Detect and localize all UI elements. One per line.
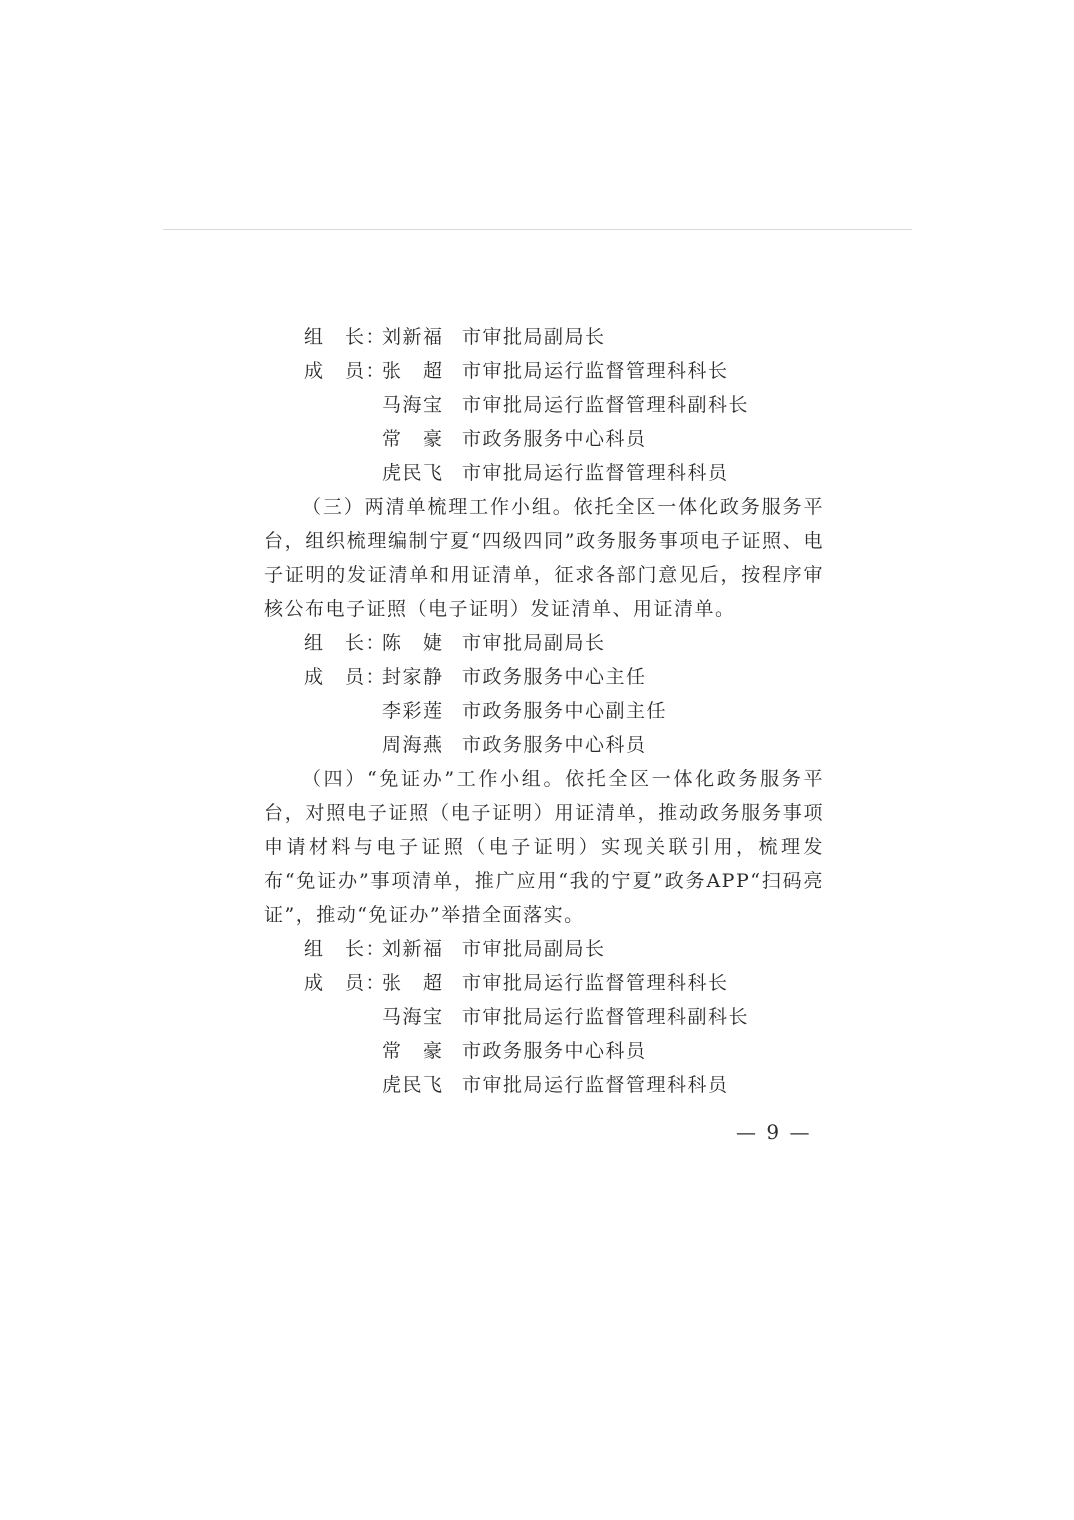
section-paragraph: （四）“免证办”工作小组。依托全区一体化政务服务平台，对照电子证照（电子证明）用证清单，推动政务服务事项申请材料与电子证照（电子证明）实现关联引用，梳理发布“免证办”事项清单，推广应用“我的宁夏”政务APP“扫码亮证”，推动“免证办”举措全面落实。 — [264, 768, 824, 926]
member-name: 陈 婕 — [382, 632, 444, 654]
member-row — [264, 1068, 824, 1102]
member-title: 市审批局运行监督管理科副科长 — [462, 394, 750, 416]
member-title: 市审批局运行监督管理科科长 — [462, 972, 729, 994]
member-title: 市审批局运行监督管理科科长 — [462, 360, 729, 382]
member-title: 市审批局运行监督管理科科员 — [462, 462, 729, 484]
member-name: 马海宝 — [382, 1006, 444, 1028]
member-row — [264, 456, 824, 490]
header-rule — [163, 229, 912, 230]
member-name: 周海燕 — [382, 734, 444, 756]
member-row — [264, 422, 824, 456]
document-body — [264, 320, 824, 1102]
member-name: 常 豪 — [382, 1040, 444, 1062]
member-title: 市审批局副局长 — [462, 938, 606, 960]
member-title: 市审批局运行监督管理科副科长 — [462, 1006, 750, 1028]
member-row — [264, 320, 824, 354]
member-title: 市政务服务中心科员 — [462, 428, 647, 450]
member-row — [264, 1000, 824, 1034]
member-row — [264, 932, 824, 966]
member-row — [264, 966, 824, 1000]
member-name: 张 超 — [382, 360, 444, 382]
member-name: 封家静 — [382, 666, 444, 688]
member-name: 刘新福 — [382, 326, 444, 348]
member-row — [264, 728, 824, 762]
member-name: 李彩莲 — [382, 700, 444, 722]
member-name: 常 豪 — [382, 428, 444, 450]
member-row — [264, 694, 824, 728]
member-title: 市政务服务中心科员 — [462, 734, 647, 756]
member-role: 组 长： — [304, 938, 387, 960]
member-role: 组 长： — [304, 632, 387, 654]
member-row — [264, 388, 824, 422]
member-role: 成 员： — [304, 666, 387, 688]
member-name: 张 超 — [382, 972, 444, 994]
member-name: 虎民飞 — [382, 462, 444, 484]
member-title: 市政务服务中心科员 — [462, 1040, 647, 1062]
member-title: 市审批局运行监督管理科科员 — [462, 1074, 729, 1096]
member-role: 成 员： — [304, 972, 387, 994]
member-row — [264, 1034, 824, 1068]
member-name: 虎民飞 — [382, 1074, 444, 1096]
member-role: 组 长： — [304, 326, 387, 348]
member-title: 市政务服务中心主任 — [462, 666, 647, 688]
member-role: 成 员： — [304, 360, 387, 382]
member-title: 市审批局副局长 — [462, 632, 606, 654]
member-row — [264, 354, 824, 388]
member-name: 马海宝 — [382, 394, 444, 416]
member-title: 市政务服务中心副主任 — [462, 700, 668, 722]
member-row — [264, 660, 824, 694]
member-title: 市审批局副局长 — [462, 326, 606, 348]
member-name: 刘新福 — [382, 938, 444, 960]
page-number: — 9 — — [736, 1120, 812, 1144]
member-row — [264, 626, 824, 660]
section-paragraph: （三）两清单梳理工作小组。依托全区一体化政务服务平台，组织梳理编制宁夏“四级四同”政务服务事项电子证照、电子证明的发证清单和用证清单，征求各部门意见后，按程序审核公布电子证照（电子证明）发证清单、用证清单。 — [264, 496, 824, 620]
